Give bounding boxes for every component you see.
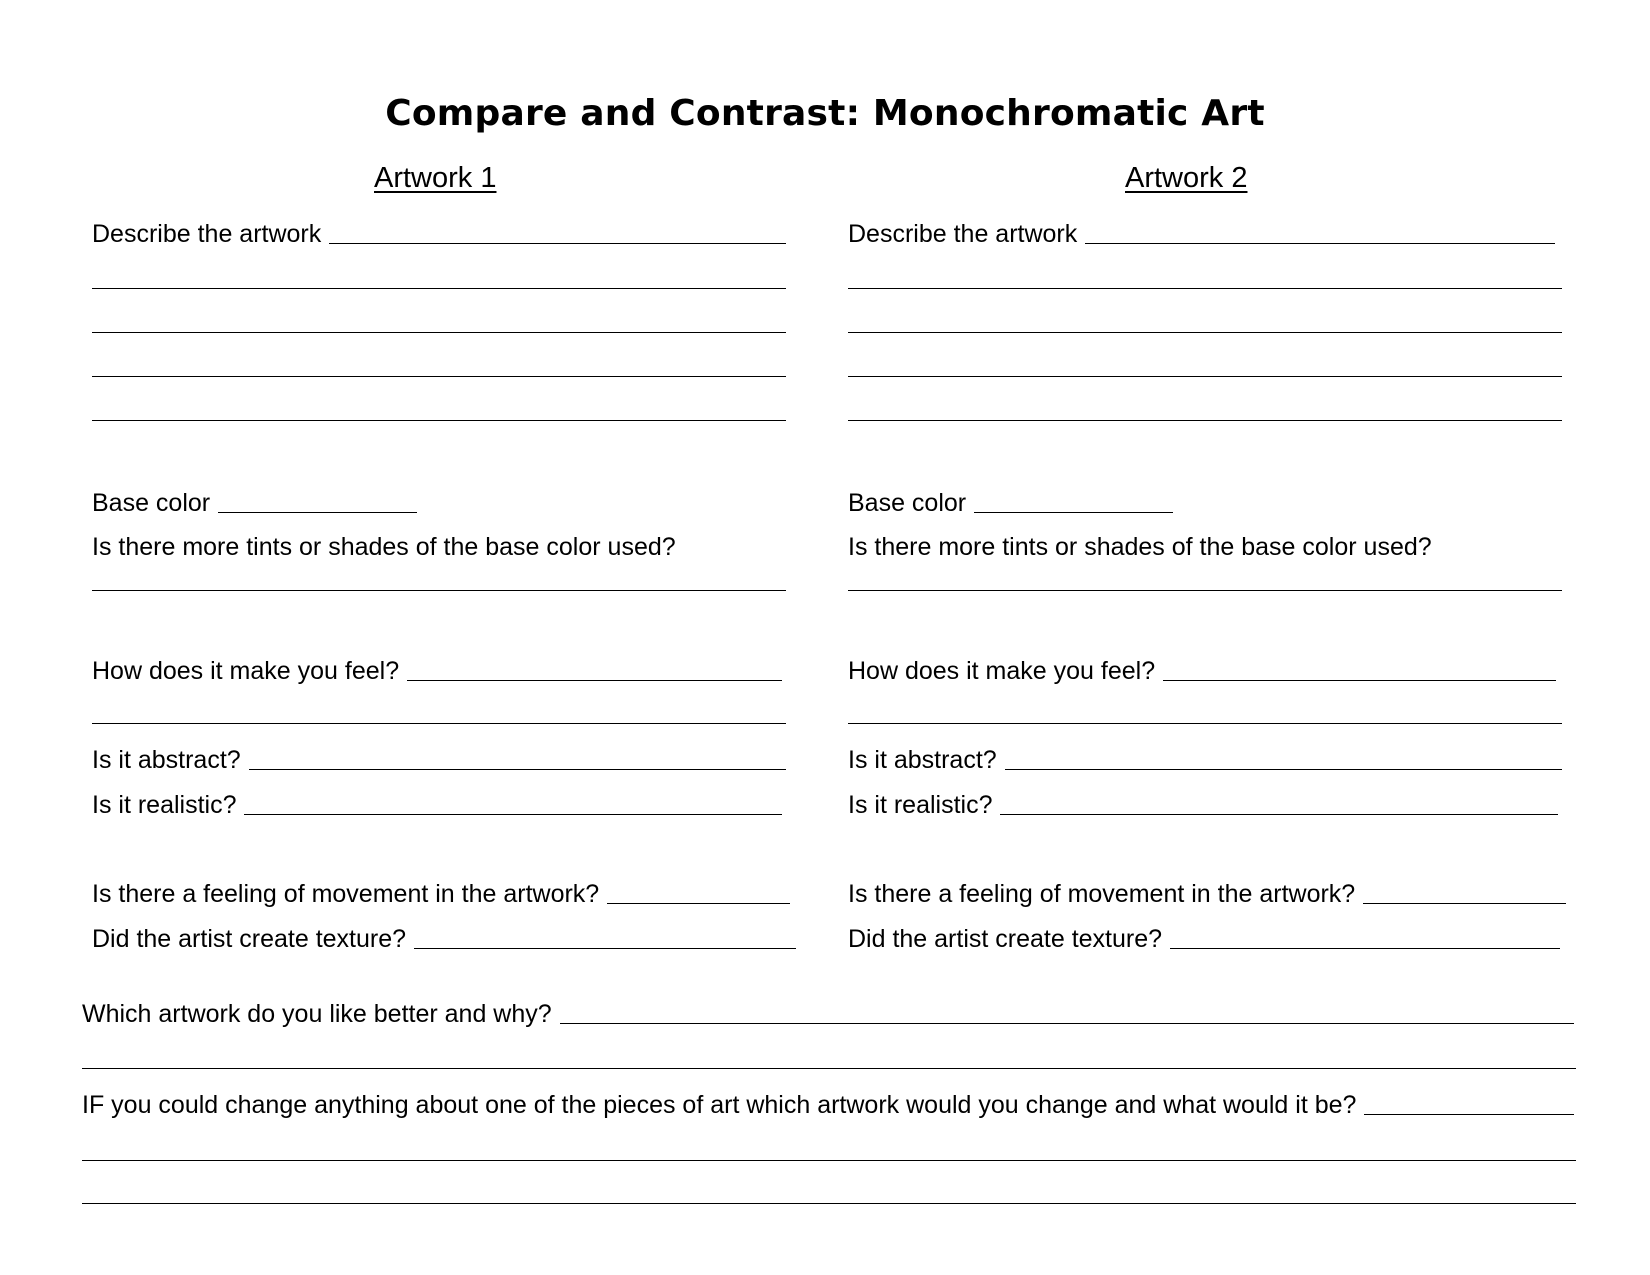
answer-line[interactable] [92, 723, 786, 724]
texture-answer-line[interactable] [414, 948, 796, 949]
artwork-2-abstract-row [848, 741, 1562, 775]
abstract-answer-line[interactable] [1005, 769, 1562, 770]
feel-label: How does it make you feel? [848, 657, 1156, 685]
answer-line[interactable] [92, 376, 786, 377]
answer-line[interactable] [82, 1160, 1576, 1161]
feel-answer-line[interactable] [1163, 680, 1556, 681]
preference-line-2[interactable] [82, 1040, 1576, 1074]
artwork-1-heading: Artwork 1 [374, 162, 497, 194]
change-line-2[interactable] [82, 1132, 1576, 1166]
tints-shades-label: Is there more tints or shades of the base color used? [848, 533, 1432, 561]
artwork-1-tints-shades-row [92, 528, 684, 562]
answer-line[interactable] [848, 288, 1562, 289]
artwork-2-texture-row [848, 920, 1560, 954]
abstract-label: Is it abstract? [92, 746, 241, 774]
artwork-1-describe-line-5[interactable] [92, 392, 786, 426]
base-color-label: Base color [848, 489, 967, 517]
change-line-3[interactable] [82, 1175, 1576, 1209]
describe-answer-line[interactable] [329, 243, 786, 244]
realistic-answer-line[interactable] [1000, 814, 1558, 815]
tints-shades-label: Is there more tints or shades of the base color used? [92, 533, 676, 561]
artwork-2-heading: Artwork 2 [1125, 162, 1248, 194]
texture-label: Did the artist create texture? [848, 925, 1163, 953]
artwork-2-tints-shades-line[interactable] [848, 562, 1562, 596]
artwork-1-describe-line-4[interactable] [92, 348, 786, 382]
feel-label: How does it make you feel? [92, 657, 400, 685]
artwork-2-describe-row [848, 215, 1555, 249]
answer-line[interactable] [92, 332, 786, 333]
movement-label: Is there a feeling of movement in the artwork? [848, 880, 1356, 908]
describe-label: Describe the artwork [92, 220, 322, 248]
worksheet-title: Compare and Contrast: Monochromatic Art [385, 93, 1265, 134]
artwork-2-movement-row [848, 875, 1566, 909]
answer-line[interactable] [92, 590, 786, 591]
answer-line[interactable] [848, 420, 1562, 421]
abstract-answer-line[interactable] [249, 769, 786, 770]
movement-answer-line[interactable] [1363, 903, 1566, 904]
answer-line[interactable] [848, 376, 1562, 377]
artwork-2-feel-line-2[interactable] [848, 695, 1562, 729]
texture-answer-line[interactable] [1170, 948, 1560, 949]
artwork-1-describe-line-3[interactable] [92, 304, 786, 338]
artwork-2-describe-line-3[interactable] [848, 304, 1562, 338]
artwork-1-feel-row [92, 652, 782, 686]
change-label: IF you could change anything about one of the pieces of art which artwork would you change and what would it be? [82, 1091, 1357, 1119]
artwork-1-describe-line-2[interactable] [92, 260, 786, 294]
artwork-2-tints-shades-row [848, 528, 1440, 562]
artwork-1-describe-row [92, 215, 786, 249]
change-answer-line[interactable] [1364, 1114, 1574, 1115]
movement-label: Is there a feeling of movement in the artwork? [92, 880, 600, 908]
answer-line[interactable] [92, 288, 786, 289]
realistic-answer-line[interactable] [244, 814, 782, 815]
artwork-2-feel-row [848, 652, 1556, 686]
answer-line[interactable] [848, 723, 1562, 724]
texture-label: Did the artist create texture? [92, 925, 407, 953]
describe-label: Describe the artwork [848, 220, 1078, 248]
answer-line[interactable] [848, 590, 1562, 591]
answer-line[interactable] [848, 332, 1562, 333]
artwork-1-abstract-row [92, 741, 786, 775]
base-color-answer-line[interactable] [218, 512, 417, 513]
artwork-1-movement-row [92, 875, 790, 909]
artwork-1-realistic-row [92, 786, 782, 820]
base-color-answer-line[interactable] [974, 512, 1173, 513]
artwork-2-describe-line-4[interactable] [848, 348, 1562, 382]
abstract-label: Is it abstract? [848, 746, 997, 774]
artwork-2-base-color-row [848, 484, 1173, 518]
answer-line[interactable] [82, 1068, 1576, 1069]
artwork-2-describe-line-5[interactable] [848, 392, 1562, 426]
feel-answer-line[interactable] [407, 680, 782, 681]
answer-line[interactable] [92, 420, 786, 421]
base-color-label: Base color [92, 489, 211, 517]
realistic-label: Is it realistic? [848, 791, 993, 819]
artwork-1-base-color-row [92, 484, 417, 518]
artwork-1-tints-shades-line[interactable] [92, 562, 786, 596]
movement-answer-line[interactable] [607, 903, 790, 904]
answer-line[interactable] [82, 1203, 1576, 1204]
artwork-1-texture-row [92, 920, 796, 954]
describe-answer-line[interactable] [1085, 243, 1555, 244]
realistic-label: Is it realistic? [92, 791, 237, 819]
artwork-1-feel-line-2[interactable] [92, 695, 786, 729]
change-row [82, 1086, 1574, 1120]
preference-label: Which artwork do you like better and why? [82, 1000, 552, 1028]
preference-answer-line[interactable] [560, 1023, 1574, 1024]
artwork-2-describe-line-2[interactable] [848, 260, 1562, 294]
preference-row [82, 995, 1574, 1029]
artwork-2-realistic-row [848, 786, 1558, 820]
